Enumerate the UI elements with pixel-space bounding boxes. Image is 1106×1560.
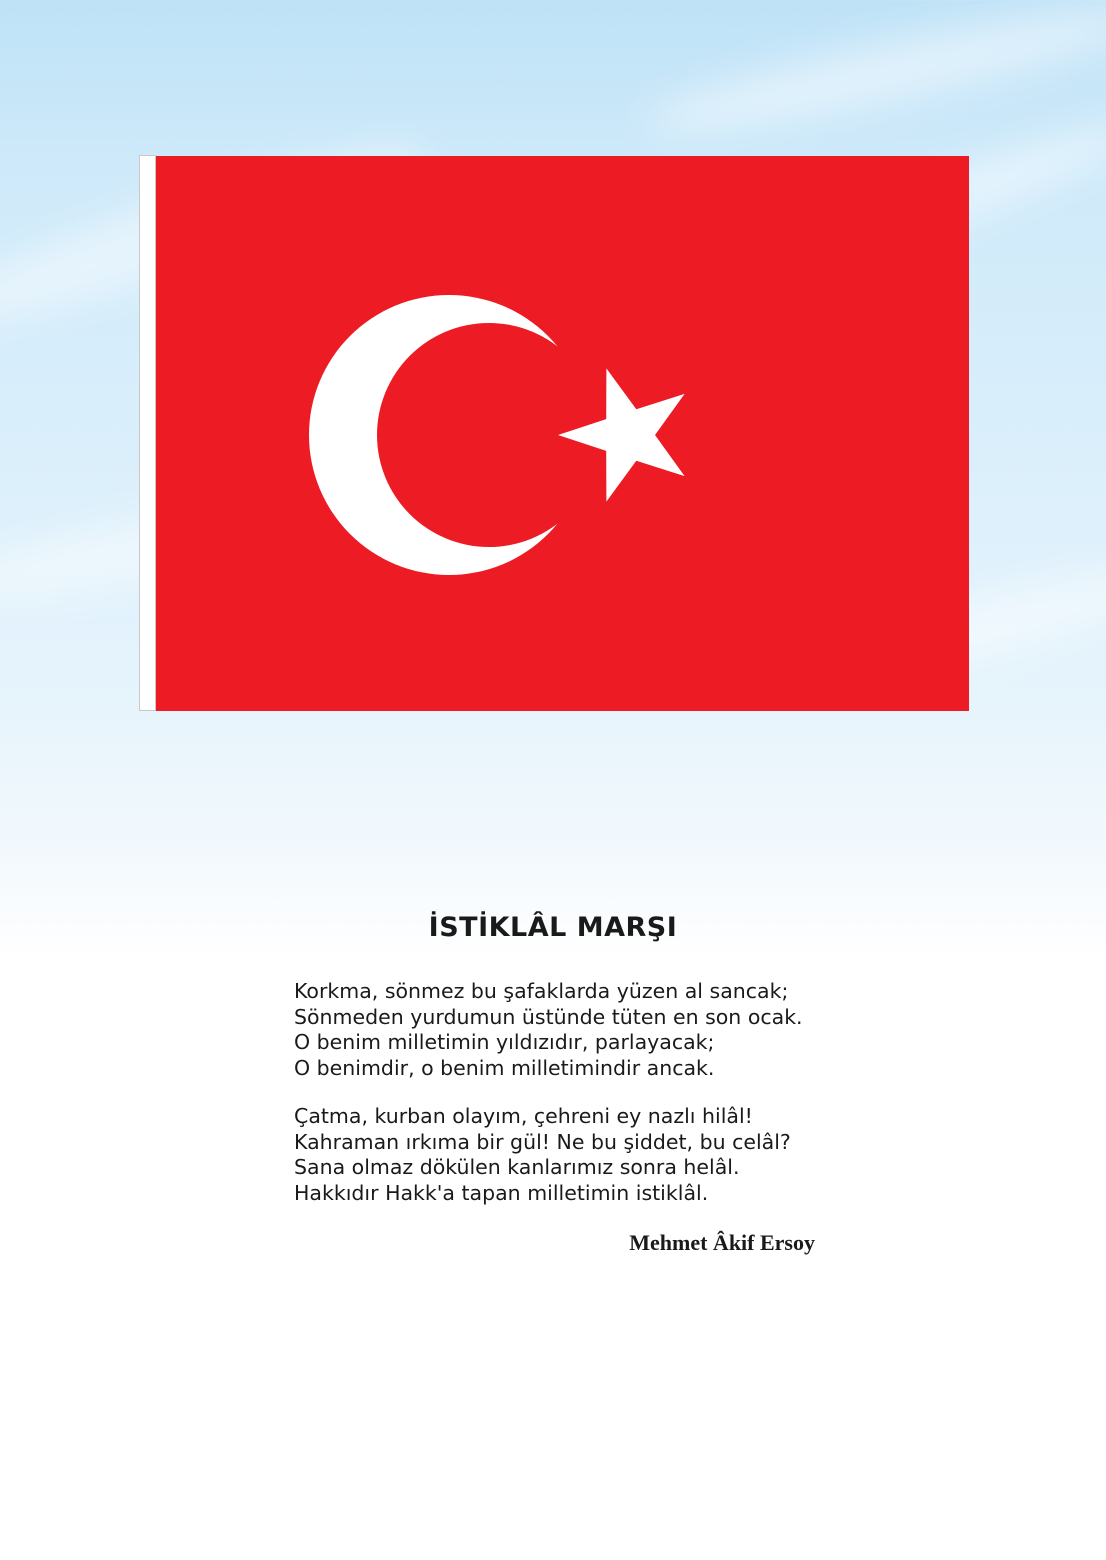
author-name: Mehmet Âkif Ersoy [629,1230,815,1255]
stanza-2 [294,1104,854,1206]
flag-field [156,156,969,711]
verse-line: O benim milletimin yıldızıdır, parlayacak; [294,1030,715,1054]
verse-line: O benimdir, o benim milletimindir ancak. [294,1055,715,1080]
flag-hoist-edge [139,155,156,711]
verse-line: Hakkıdır Hakk'a tapan milletimin istiklâl. [294,1180,709,1205]
verse-line: Sana olmaz dökülen kanlarımız sonra helâl. [294,1155,740,1179]
crescent-icon [309,295,601,575]
sky-cloud [639,0,1106,153]
anthem-title: İSTİKLÂL MARŞI [428,912,678,943]
verse-line: Kahraman ırkıma bir gül! Ne bu şiddet, bu celâl? [294,1129,791,1154]
stanza-1 [294,979,854,1081]
verse-line: Çatma, kurban olayım, çehreni ey nazlı hilâl! [294,1104,753,1128]
turkish-flag [139,155,969,711]
verse-line: Sönmeden yurdumun üstünde tüten en son ocak. [294,1004,803,1029]
verse-line: Korkma, sönmez bu şafaklarda yüzen al sancak; [294,979,789,1003]
